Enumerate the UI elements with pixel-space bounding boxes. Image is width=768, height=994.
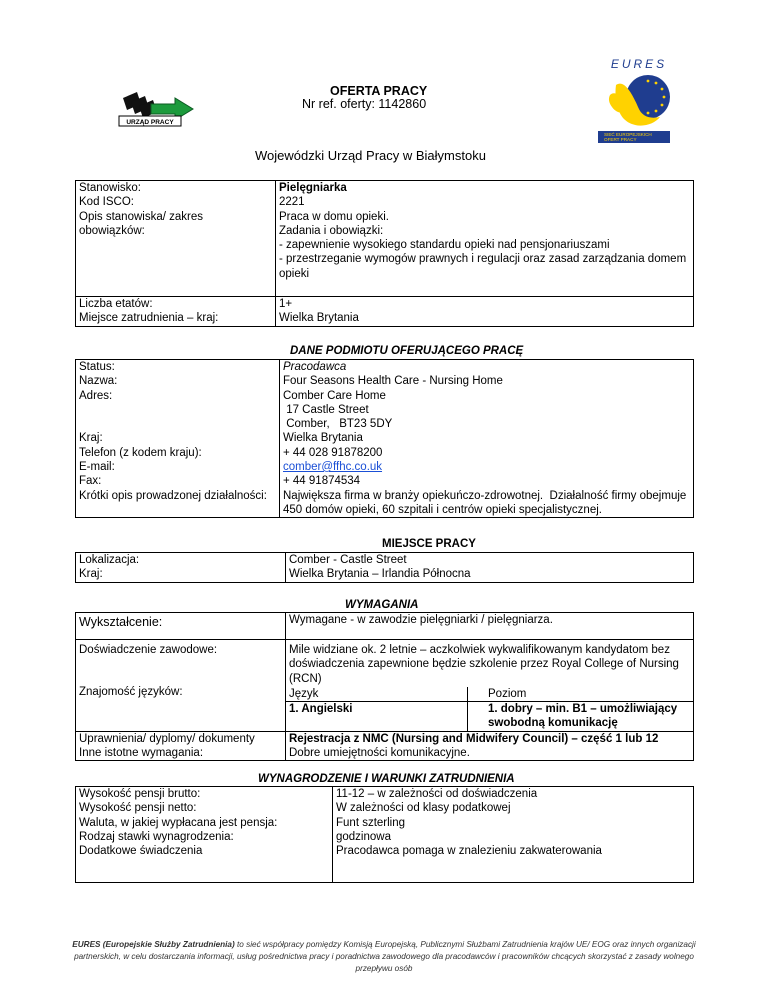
eures-logo-caption-2: OFERT PRACY bbox=[604, 137, 637, 142]
label-lokalizacja: Lokalizacja: bbox=[79, 554, 140, 566]
value-wyksztalcenie: Wymagane - w zawodzie pielęgniarki / pielęgniarza. bbox=[286, 613, 694, 640]
salary-value-2: Funt szterling bbox=[336, 816, 406, 829]
salary-label-3: Rodzaj stawki wynagrodzenia: bbox=[79, 830, 234, 843]
email-link[interactable]: comber@ffhc.co.uk bbox=[283, 461, 383, 474]
label-kraj: Kraj: bbox=[79, 432, 103, 445]
label-doswiadczenie: Doświadczenie zawodowe: bbox=[79, 644, 218, 656]
value-kraj: Wielka Brytania bbox=[283, 432, 363, 445]
label-telefon: Telefon (z kodem kraju): bbox=[79, 446, 202, 459]
requirements-section-title: WYMAGANIA bbox=[345, 599, 419, 611]
value-adres-1: Comber Care Home bbox=[283, 389, 386, 402]
value-lokalizacja: Comber - Castle Street bbox=[289, 554, 407, 566]
label-opis: Opis stanowiska/ zakres obowiązków: bbox=[79, 210, 203, 237]
salary-label-4: Dodatkowe świadczenia bbox=[79, 845, 203, 858]
value-adres-2: 17 Castle Street bbox=[283, 403, 369, 416]
workplace-section-title: MIEJSCE PRACY bbox=[382, 538, 476, 550]
salary-table bbox=[75, 786, 694, 883]
salary-section-title: WYNAGRODZENIE I WARUNKI ZATRUDNIENIA bbox=[258, 773, 515, 785]
footer-text bbox=[70, 939, 698, 975]
value-adres-3: Comber, BT23 5DY bbox=[283, 418, 393, 431]
label-jezyki: Znajomość języków: bbox=[79, 686, 183, 699]
salary-value-3: godzinowa bbox=[336, 830, 391, 843]
value-opis-dzialalnosci: Największa firma w branży opiekuńczo-zdrowotnej. Działalność firmy obejmuje 450 domów opieki, 60 szpitali i centrów opieki specjalistycznej. bbox=[283, 489, 690, 516]
value-kraj-pracy: Wielka Brytania – Irlandia Północna bbox=[289, 568, 471, 581]
value-opis-4: - przestrzeganie wymogów prawnych i regulacji oraz zasad zarządzania domem opieki bbox=[279, 253, 687, 280]
label-email: E-mail: bbox=[79, 461, 115, 474]
value-opis-1: Praca w domu opieki. bbox=[279, 210, 389, 223]
document-title: OFERTA PRACY bbox=[330, 84, 428, 98]
salary-value-1: W zależności od klasy podatkowej bbox=[336, 802, 511, 815]
position-table bbox=[75, 180, 694, 327]
label-kraj-pracy: Kraj: bbox=[79, 568, 103, 581]
label-stanowisko: Stanowisko: bbox=[79, 182, 142, 194]
office-name: Wojewódzki Urząd Pracy w Białymstoku bbox=[255, 148, 486, 163]
urzad-pracy-logo bbox=[117, 88, 203, 128]
salary-value-4: Pracodawca pomaga w znalezieniu zakwaterowania bbox=[336, 845, 602, 858]
footer-rest: to sieć współpracy pomiędzy Komisją Europejską, Publicznymi Służbami Zatrudnienia krajów UE/ EOG oraz innych organizacji partnerskich, w celu dostarczania informacji, usług pośrednictwa pracy i poradnictwa zawodowego dla pracodawców i pracowników chcących skorzystać z zasady wolnego przepływu osób bbox=[74, 940, 696, 973]
salary-label-0: Wysokość pensji brutto: bbox=[79, 788, 201, 800]
lang-header-jezyk: Język bbox=[286, 687, 468, 702]
salary-label-1: Wysokość pensji netto: bbox=[79, 802, 197, 815]
salary-label-2: Waluta, w jakiej wypłacana jest pensja: bbox=[79, 816, 278, 829]
value-fax: + 44 91874534 bbox=[283, 475, 361, 488]
value-isco: 2221 bbox=[279, 196, 305, 209]
value-etaty: 1+ bbox=[279, 298, 293, 310]
value-telefon: + 44 028 91878200 bbox=[283, 446, 383, 459]
value-opis-2: Zadania i obowiązki: bbox=[279, 224, 384, 237]
lang-1-level: 1. dobry – min. B1 – umożliwiający swobodną komunikację bbox=[468, 702, 694, 731]
urzad-pracy-logo-text: URZĄD PRACY bbox=[126, 119, 174, 126]
label-nazwa: Nazwa: bbox=[79, 375, 118, 388]
footer-bold: EURES (Europejskie Służby Zatrudnienia) bbox=[72, 940, 235, 949]
language-table bbox=[286, 687, 693, 731]
value-doswiadczenie: Mile widziane ok. 2 letnie – aczkolwiek wykwalifikowanym kandydatom bez doświadczenia zapewnione będzie szkolenie przez Royal College of Nursing (RCN) bbox=[289, 644, 679, 685]
eures-logo-caption-1: SIEĆ EUROPEJSKICH bbox=[604, 132, 652, 137]
label-miejsce: Miejsce zatrudnienia – kraj: bbox=[79, 312, 219, 325]
value-miejsce: Wielka Brytania bbox=[279, 312, 359, 325]
eures-logo-letters: EURES bbox=[610, 57, 668, 71]
label-isco: Kod ISCO: bbox=[79, 196, 134, 209]
label-inne: Inne istotne wymagania: bbox=[79, 747, 204, 760]
lang-1: 1. Angielski bbox=[286, 702, 468, 731]
value-inne: Dobre umiejętności komunikacyjne. bbox=[289, 747, 470, 760]
eures-logo bbox=[594, 55, 684, 145]
label-opis-dzialalnosci: Krótki opis prowadzonej działalności: bbox=[79, 489, 267, 502]
label-wyksztalcenie: Wykształcenie: bbox=[76, 613, 286, 640]
employer-section-title: DANE PODMIOTU OFERUJĄCEGO PRACĘ bbox=[290, 345, 524, 357]
salary-value-0: 11-12 – w zależności od doświadczenia bbox=[336, 788, 538, 800]
employer-table bbox=[75, 359, 694, 518]
value-nazwa: Four Seasons Health Care - Nursing Home bbox=[283, 375, 503, 388]
requirements-table bbox=[75, 612, 694, 761]
value-opis-3: - zapewnienie wysokiego standardu opieki nad pensjonariuszami bbox=[279, 239, 610, 252]
workplace-table bbox=[75, 552, 694, 583]
label-status: Status: bbox=[79, 361, 115, 373]
reference-number: Nr ref. oferty: 1142860 bbox=[302, 97, 427, 111]
label-uprawnienia: Uprawnienia/ dyplomy/ dokumenty bbox=[79, 732, 255, 745]
value-uprawnienia: Rejestracja z NMC (Nursing and Midwifery Council) – część 1 lub 12 bbox=[289, 732, 659, 745]
label-adres: Adres: bbox=[79, 389, 113, 402]
label-fax: Fax: bbox=[79, 475, 102, 488]
label-etaty: Liczba etatów: bbox=[79, 298, 153, 310]
value-status: Pracodawca bbox=[283, 361, 347, 373]
value-stanowisko: Pielęgniarka bbox=[279, 182, 347, 194]
lang-header-poziom: Poziom bbox=[488, 687, 527, 700]
